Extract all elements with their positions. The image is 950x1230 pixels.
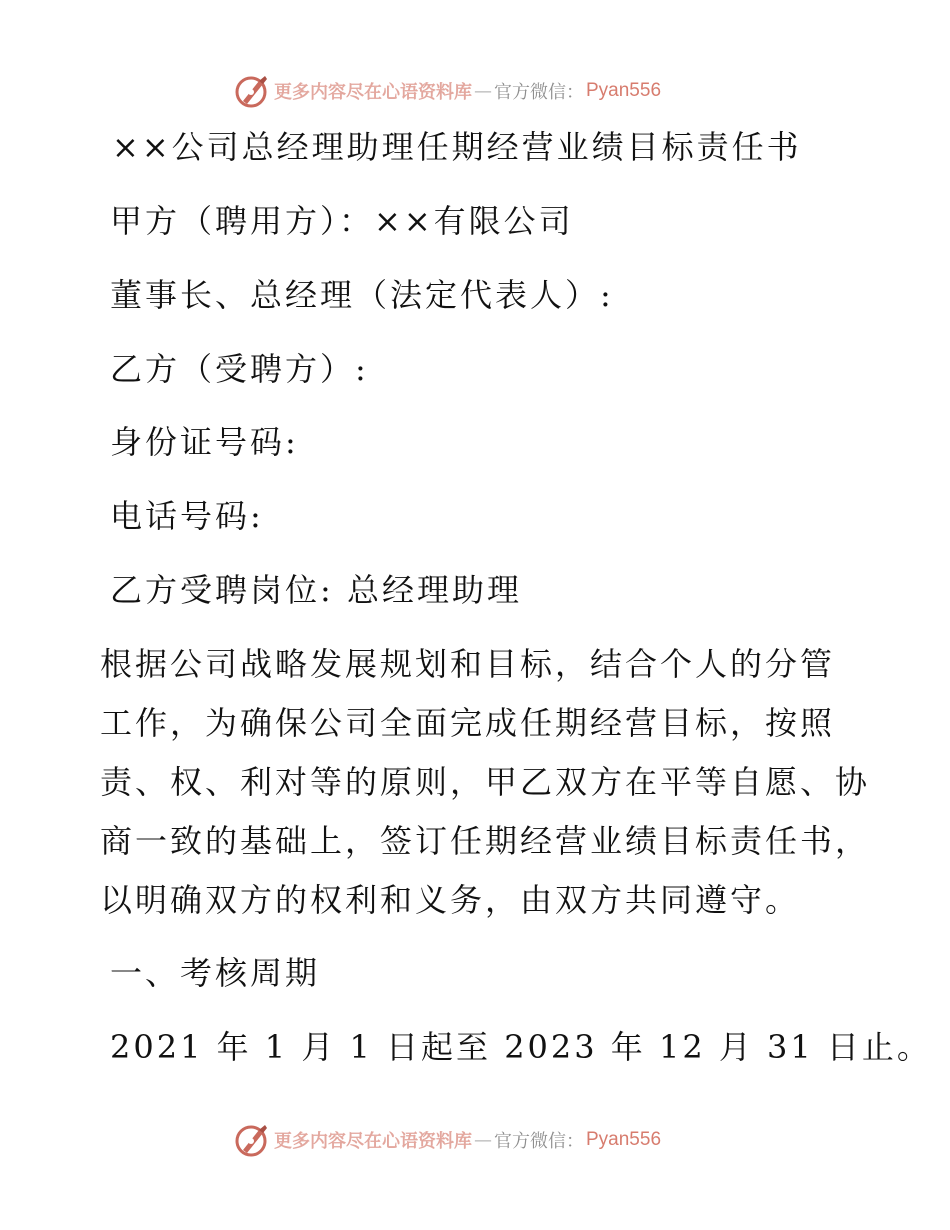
position-line: 乙方受聘岗位: 总经理助理 — [110, 571, 522, 609]
chairman-line: 董事长、总经理（法定代表人）: — [110, 276, 614, 314]
watermark-wechat-id: Pyan556 — [586, 1129, 662, 1150]
quill-pen-logo-icon — [234, 1122, 270, 1158]
phone-line: 电话号码: — [110, 497, 264, 535]
intro-paragraph-line: 工作，为确保公司全面完成任期经营目标，按照 — [100, 704, 836, 742]
document-title: ××公司总经理助理任期经营业绩目标责任书 — [112, 128, 802, 166]
intro-paragraph-line: 责、权、利对等的原则，甲乙双方在平等自愿、协 — [100, 763, 871, 801]
watermark-wechat-label: 官方微信： — [494, 1131, 584, 1152]
watermark-text: 更多内容尽在心语资料库 — [274, 82, 472, 103]
watermark-banner-top — [234, 71, 661, 111]
watermark-banner-bottom — [234, 1120, 661, 1160]
party-a-line: 甲方（聘用方）：××有限公司 — [110, 202, 574, 240]
intro-paragraph-line: 商一致的基础上，签订任期经营业绩目标责任书， — [100, 822, 871, 860]
intro-paragraph-line: 根据公司战略发展规划和目标，结合个人的分管 — [100, 645, 836, 683]
watermark-text: 更多内容尽在心语资料库 — [274, 1131, 472, 1152]
watermark-dash: — — [474, 80, 492, 102]
party-b-line: 乙方（受聘方）: — [110, 350, 369, 388]
quill-pen-logo-icon — [234, 73, 270, 109]
watermark-dash: — — [474, 1129, 492, 1151]
watermark-wechat-id: Pyan556 — [586, 80, 662, 101]
intro-paragraph-line: 以明确双方的权利和义务，由双方共同遵守。 — [100, 881, 801, 919]
section-1-heading: 一、考核周期 — [110, 954, 321, 992]
watermark-wechat-label: 官方微信： — [494, 82, 584, 103]
id-number-line: 身份证号码: — [110, 423, 299, 461]
section-1-text: 2021 年 1 月 1 日起至 2023 年 12 月 31 日止。 — [110, 1028, 932, 1066]
